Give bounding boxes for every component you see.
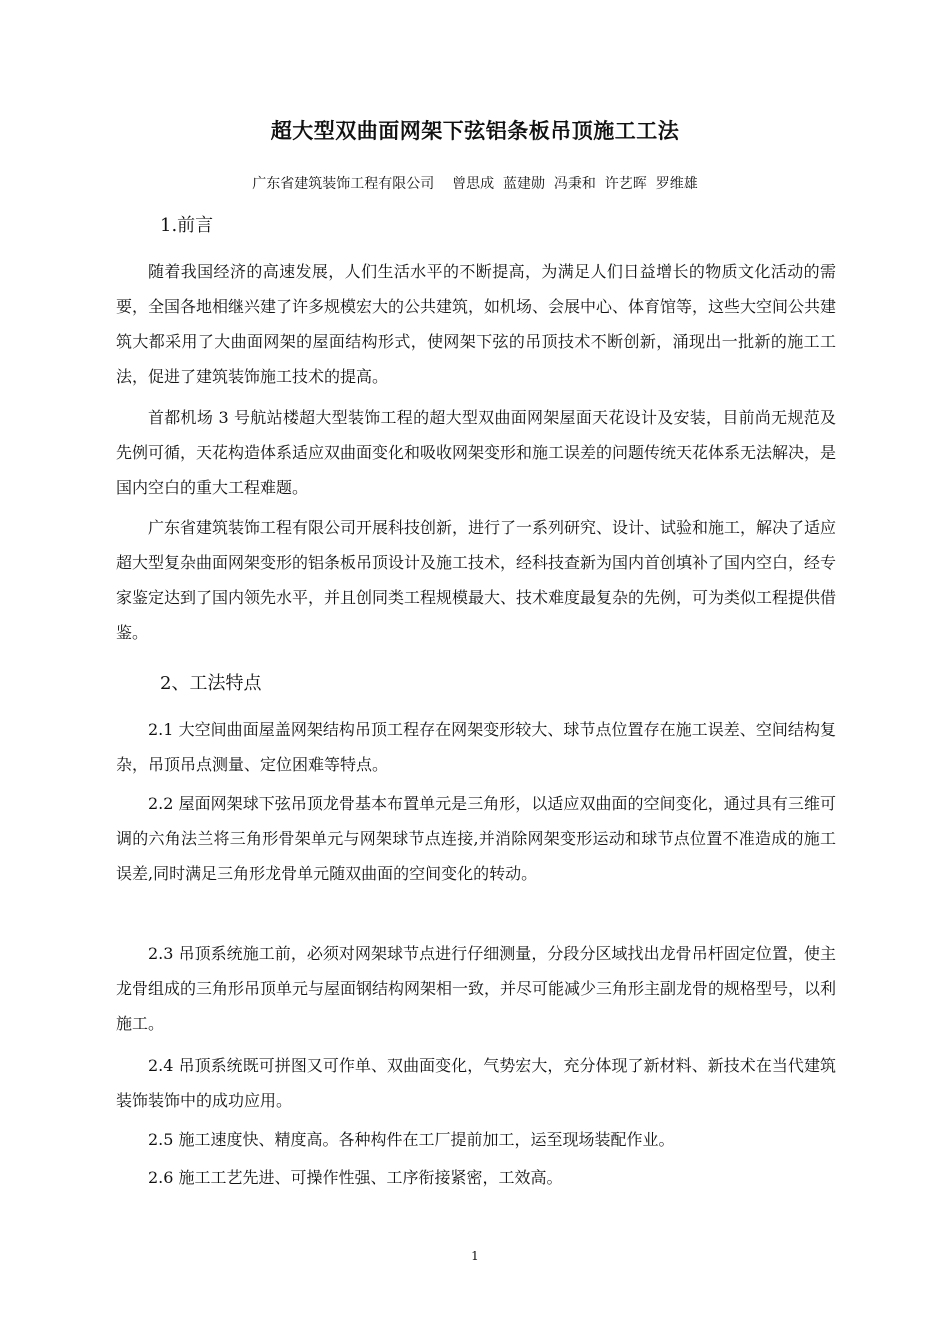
paragraph-preface-3: 广东省建筑装饰工程有限公司开展科技创新，进行了一系列研究、设计、试验和施工，解决了适应超大型复杂曲面网架变形的铝条板吊顶设计及施工技术，经科技查新为国内首创填补了国内空白，经专家鉴定达到了国内领先水平，并且创同类工程规模最大、技术难度最复杂的先例，可为类似工程提供借鉴。: [116, 518, 837, 642]
paragraph-preface-1: 随着我国经济的高速发展，人们生活水平的不断提高，为满足人们日益增长的物质文化活动的需要，全国各地相继兴建了许多规模宏大的公共建筑，如机场、会展中心、体育馆等，这些大空间公共建筑大都采用了大曲面网架的屋面结构形式，使网架下弦的吊顶技术不断创新，涌现出一批新的施工工法，促进了建筑装饰施工技术的提高。: [116, 262, 837, 386]
paragraph-feature-2-3: 2.3 吊顶系统施工前，必须对网架球节点进行仔细测量，分段分区域找出龙骨吊杆固定位置，使主龙骨组成的三角形吊顶单元与屋面钢结构网架相一致，并尽可能减少三角形主副龙骨的规格型号，以利施工。: [116, 944, 837, 1033]
paragraph-feature-2-2: 2.2 屋面网架球下弦吊顶龙骨基本布置单元是三角形，以适应双曲面的空间变化，通过具有三维可调的六角法兰将三角形骨架单元与网架球节点连接,并消除网架变形运动和球节点位置不准造成的施工误差,同时满足三角形龙骨单元随双曲面的空间变化的转动。: [116, 794, 836, 883]
paragraph-feature-2-4: 2.4 吊顶系统既可拼图又可作单、双曲面变化，气势宏大，充分体现了新材料、新技术在当代建筑装饰装饰中的成功应用。: [116, 1056, 836, 1110]
document-title: 超大型双曲面网架下弦铝条板吊顶施工工法: [270, 118, 680, 143]
paragraph-feature-2-1: 2.1 大空间曲面屋盖网架结构吊顶工程存在网架变形较大、球节点位置存在施工误差、空间结构复杂，吊顶吊点测量、定位困难等特点。: [116, 720, 836, 774]
section-heading-preface: 1.前言: [160, 215, 214, 236]
paragraph-feature-2-5: 2.5 施工速度快、精度高。各种构件在工厂提前加工，运至现场装配作业。: [148, 1130, 675, 1149]
section-heading-features: 2、工法特点: [160, 673, 262, 694]
paragraph-feature-2-6: 2.6 施工工艺先进、可操作性强、工序衔接紧密，工效高。: [148, 1168, 563, 1187]
paragraph-preface-2: 首都机场 3 号航站楼超大型装饰工程的超大型双曲面网架屋面天花设计及安装，目前尚无规范及先例可循，天花构造体系适应双曲面变化和吸收网架变形和施工误差的问题传统天花体系无法解决，是国内空白的重大工程难题。: [116, 408, 837, 497]
authors-line: 广东省建筑装饰工程有限公司 曾思成 蓝建勋 冯秉和 许艺晖 罗维雄: [252, 176, 698, 192]
page-number: 1: [471, 1249, 479, 1263]
